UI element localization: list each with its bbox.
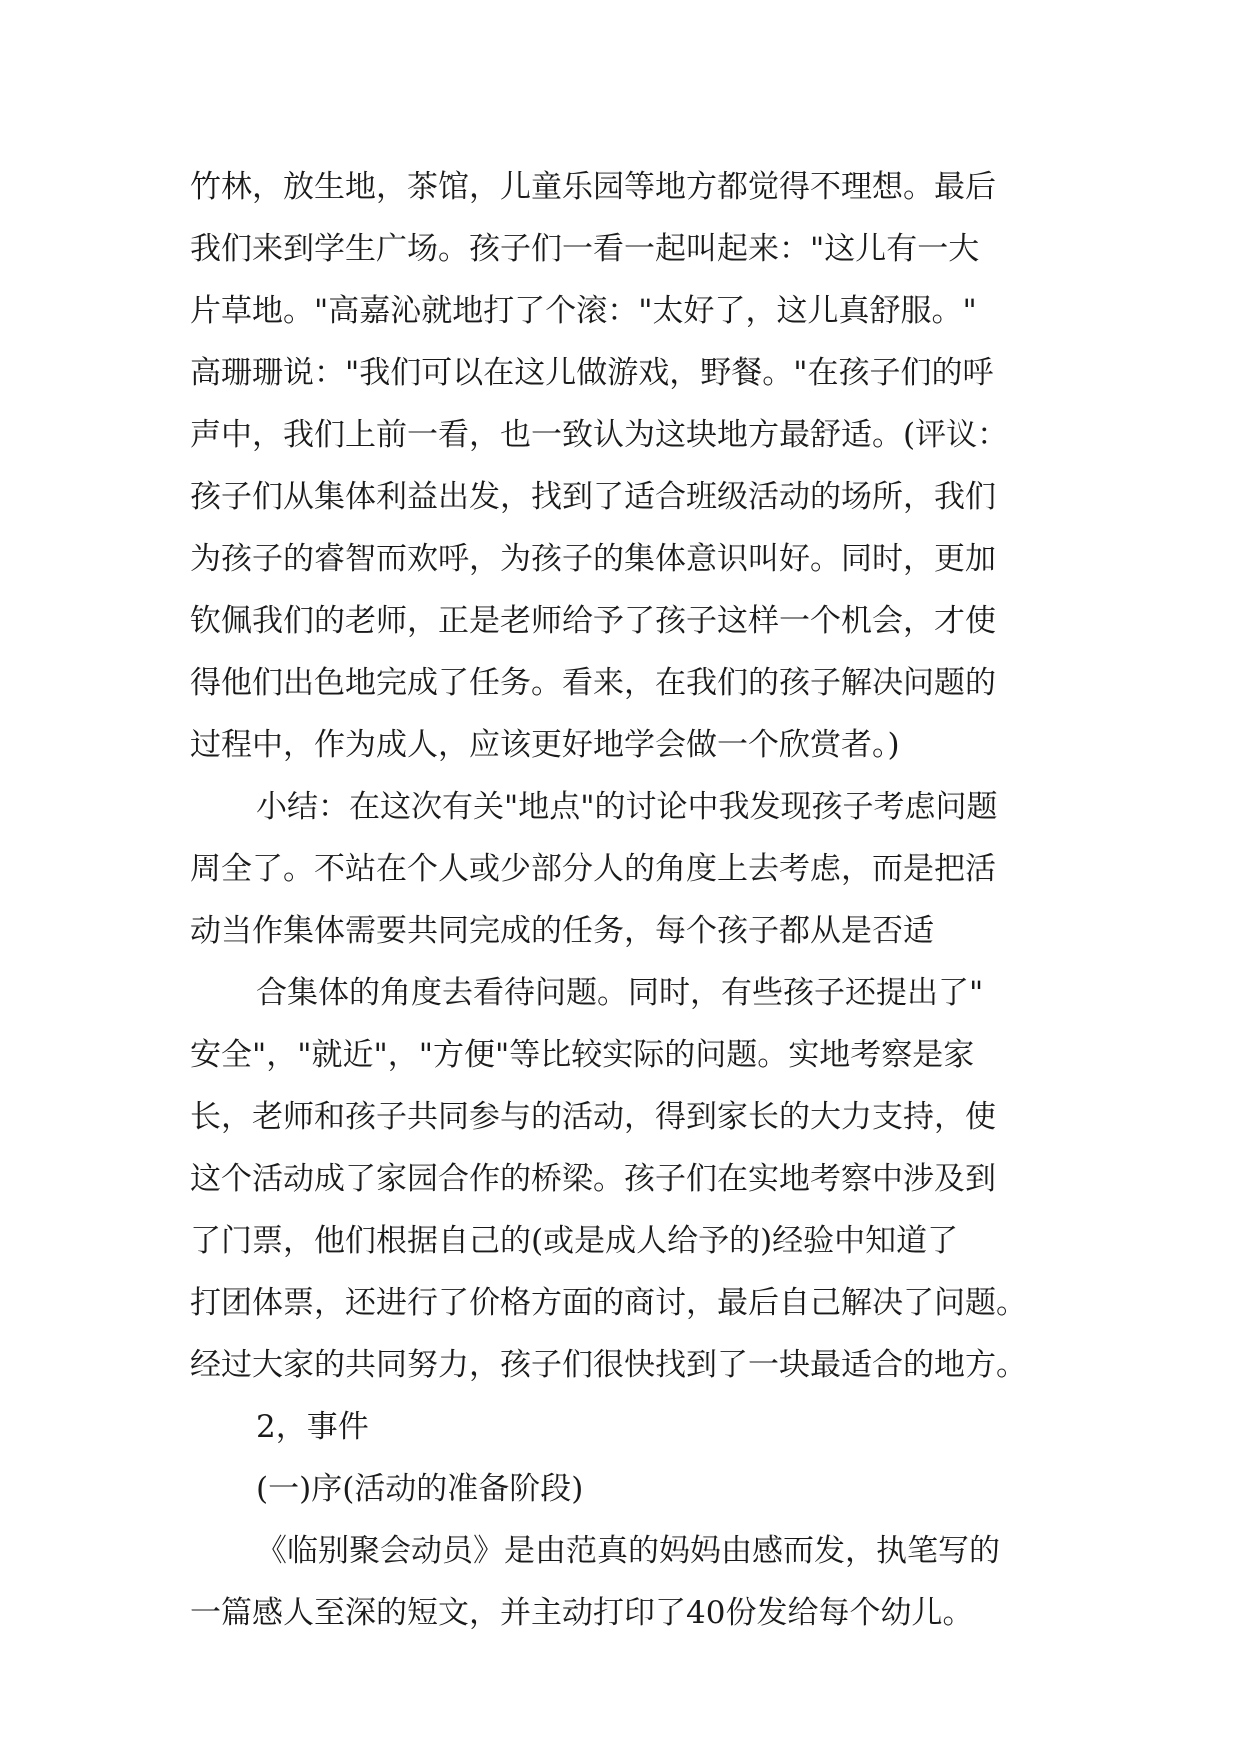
text-line: 打团体票，还进行了价格方面的商讨，最后自己解决了问题。 <box>190 1285 1027 1321</box>
text-line: 片草地。"高嘉沁就地打了个滚："太好了，这儿真舒服。" <box>190 293 977 329</box>
text-line: 高珊珊说："我们可以在这儿做游戏，野餐。"在孩子们的呼 <box>190 355 994 391</box>
text-line: 小结：在这次有关"地点"的讨论中我发现孩子考虑问题 <box>256 789 998 825</box>
text-line: 动当作集体需要共同完成的任务，每个孩子都从是否适 <box>190 913 934 949</box>
text-line: 一篇感人至深的短文，并主动打印了40份发给每个幼儿。 <box>190 1595 974 1631</box>
text-line: 了门票，他们根据自己的(或是成人给予的)经验中知道了 <box>190 1223 959 1259</box>
text-line: 为孩子的睿智而欢呼，为孩子的集体意识叫好。同时，更加 <box>190 541 996 577</box>
text-line: 竹林，放生地，茶馆，儿童乐园等地方都觉得不理想。最后 <box>190 169 996 205</box>
text-line: 得他们出色地完成了任务。看来，在我们的孩子解决问题的 <box>190 665 996 701</box>
text-line: 钦佩我们的老师，正是老师给予了孩子这样一个机会，才使 <box>190 603 996 639</box>
text-line: 经过大家的共同努力，孩子们很快找到了一块最适合的地方。 <box>190 1347 1027 1383</box>
text-line: 长，老师和孩子共同参与的活动，得到家长的大力支持，使 <box>190 1099 996 1135</box>
text-line: 2，事件 <box>256 1409 369 1445</box>
text-line: 过程中，作为成人，应该更好地学会做一个欣赏者。) <box>190 727 900 763</box>
text-line: 周全了。不站在个人或少部分人的角度上去考虑，而是把活 <box>190 851 996 887</box>
text-line: 孩子们从集体利益出发，找到了适合班级活动的场所，我们 <box>190 479 996 515</box>
text-line: 我们来到学生广场。孩子们一看一起叫起来："这儿有一大 <box>190 231 980 267</box>
text-line: (一)序(活动的准备阶段) <box>256 1471 584 1507</box>
text-line: 这个活动成了家园合作的桥梁。孩子们在实地考察中涉及到 <box>190 1161 996 1197</box>
text-line: 《临别聚会动员》是由范真的妈妈由感而发，执笔写的 <box>256 1533 1000 1569</box>
body-text <box>190 156 1070 1644</box>
text-line: 声中，我们上前一看，也一致认为这块地方最舒适。(评议： <box>190 417 1009 453</box>
text-line: 安全"，"就近"，"方便"等比较实际的问题。实地考察是家 <box>190 1037 975 1073</box>
text-line: 合集体的角度去看待问题。同时，有些孩子还提出了" <box>256 975 984 1011</box>
